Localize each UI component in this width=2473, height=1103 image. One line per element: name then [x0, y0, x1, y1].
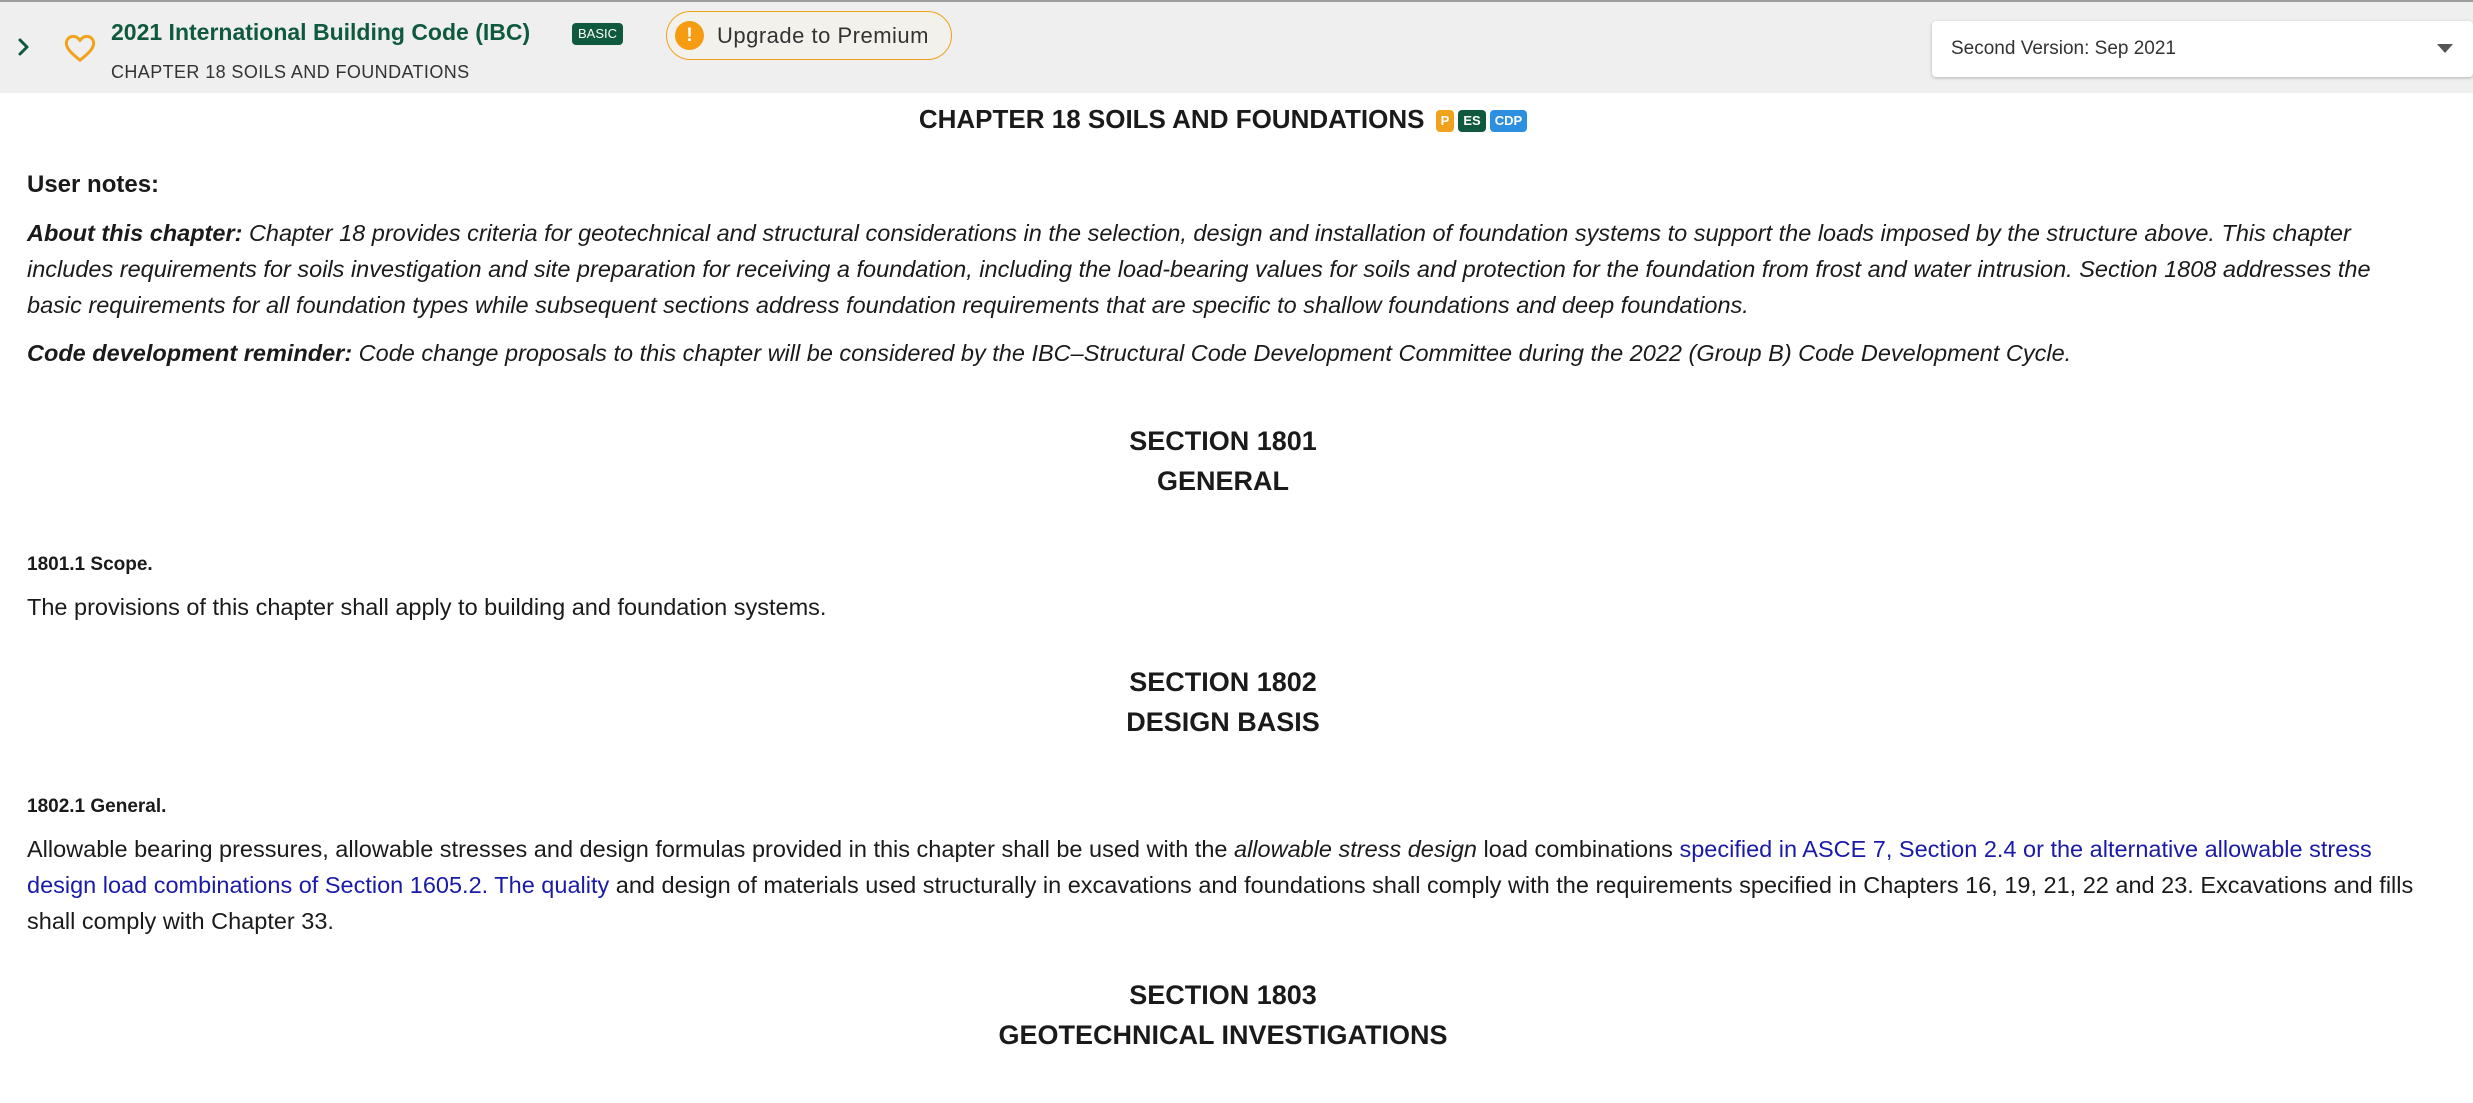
edition-badge: BASIC [572, 23, 623, 45]
chapter-subtitle: CHAPTER 18 SOILS AND FOUNDATIONS [111, 62, 470, 82]
reminder-text: Code change proposals to this chapter will be considered by the IBC–Structural Code Development Committee during the 2022 (Group B) Code Development Cycle. [352, 340, 2072, 366]
chapter-heading [27, 104, 2419, 135]
expand-sidebar-button[interactable] [10, 32, 38, 62]
upgrade-premium-label: Upgrade to Premium [717, 22, 929, 48]
body-text-run: Allowable bearing pressures, allowable stresses and design formulas provided in this chapter shall be used with the [27, 836, 1235, 862]
section-number: SECTION 1801 [1129, 426, 1317, 456]
version-select-value: Second Version: Sep 2021 [1951, 38, 2177, 59]
tag-cdp[interactable]: CDP [1490, 110, 1527, 132]
upgrade-premium-button[interactable] [666, 11, 952, 60]
section-title: GEOTECHNICAL INVESTIGATIONS [998, 1020, 1448, 1050]
asce-reference-link[interactable]: specified in ASCE 7, Section 2.4 or the alternative allowable stress design load combinations of Section 1605.2. The quality [27, 836, 2372, 898]
caret-down-icon [2437, 44, 2453, 53]
about-text: Chapter 18 provides criteria for geotechnical and structural considerations in the selection, design and installation of foundation systems to support the loads imposed by the structure above. This chapter includes requirements for soils investigation and site preparation for receiving a foundation, including the load-bearing values for soils and protection for the foundation from frost and water intrusion. Section 1808 addresses the basic requirements for all foundation types while subsequent sections address foundation requirements that are specific to shallow foundations and deep foundations. [27, 220, 2371, 318]
heart-outline-icon [63, 33, 97, 63]
version-select[interactable] [1932, 21, 2473, 77]
top-bar [0, 0, 2473, 93]
section-1801-heading [27, 421, 2419, 501]
reminder-label: Code development reminder: [27, 340, 353, 366]
tag-es[interactable]: ES [1458, 110, 1485, 132]
section-1802-heading [27, 662, 2419, 742]
body-text-run: load combinations [1476, 836, 1680, 862]
about-label: About this chapter: [27, 220, 243, 246]
section-title: GENERAL [1156, 466, 1289, 496]
section-1803-heading [27, 975, 2419, 1055]
body-text-run: and design of materials used structurally in excavations and foundations shall comply with the requirements specified in Chapters 16, 19, 21, 22 and 23. Excavations and fills shall comply with Chapter 33. [27, 872, 2414, 934]
section-number: SECTION 1803 [1129, 980, 1317, 1010]
subsection-heading: 1801.1 Scope. [27, 554, 153, 575]
subsection-body [27, 831, 2427, 939]
section-number: SECTION 1802 [1129, 667, 1317, 697]
user-notes-label: User notes: [27, 171, 160, 198]
subsection-body: The provisions of this chapter shall apply to building and foundation systems. [27, 594, 827, 620]
body-italic-run: allowable stress design [1234, 836, 1477, 862]
book-title[interactable]: 2021 International Building Code (IBC) [111, 19, 531, 45]
code-development-reminder [27, 335, 2427, 371]
about-chapter-note [27, 215, 2427, 323]
alert-icon: ! [675, 21, 704, 50]
section-title: DESIGN BASIS [1126, 707, 1320, 737]
chapter-heading-text: CHAPTER 18 SOILS AND FOUNDATIONS [918, 104, 1425, 134]
tag-p[interactable]: P [1436, 110, 1455, 132]
chevron-right-icon [17, 37, 31, 57]
favorite-button[interactable] [60, 30, 100, 66]
subsection-heading: 1802.1 General. [27, 796, 167, 817]
